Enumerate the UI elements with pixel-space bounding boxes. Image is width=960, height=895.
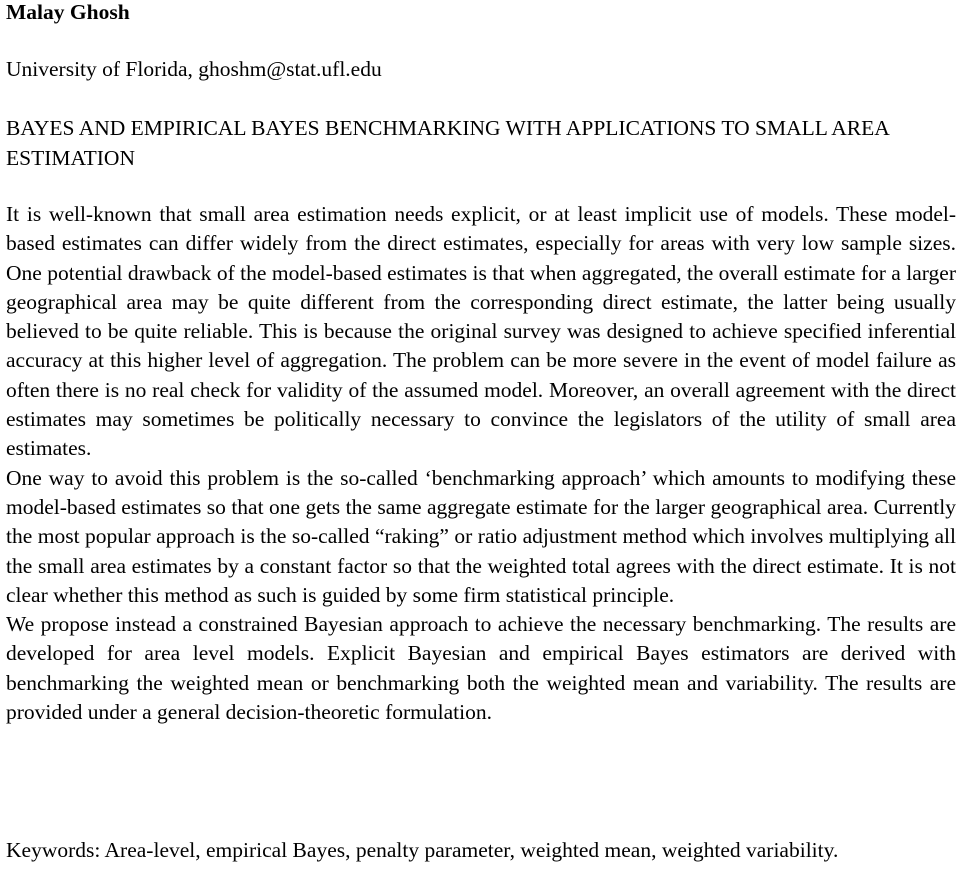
abstract xyxy=(6,200,956,727)
abstract-paragraph-1: It is well-known that small area estimation needs explicit, or at least implicit use of models. These model-based estimates can differ widely from the direct estimates, especially for areas with very low sample sizes. One potential drawback of the model-based estimates is that when aggregated, the overall estimate for a larger geographical area may be quite different from the corresponding direct estimate, the latter being usually believed to be quite reliable. This is because the original survey was designed to achieve specified inferential accuracy at this higher level of aggregation. The problem can be more severe in the event of model failure as often there is no real check for validity of the assumed model. Moreover, an overall agreement with the direct estimates may sometimes be politically necessary to convince the legislators of the utility of small area estimates. xyxy=(6,202,956,461)
author-name: Malay Ghosh xyxy=(6,0,130,24)
abstract-paragraph-3: We propose instead a constrained Bayesian approach to achieve the necessary benchmarking. The results are developed for area level models. Explicit Bayesian and empirical Bayes estimators are derived with benchmarking the weighted mean or benchmarking both the weighted mean and variability. The results are provided under a general decision-theoretic formulation. xyxy=(6,612,956,725)
abstract-paragraph-2: One way to avoid this problem is the so-called ‘benchmarking approach’ which amounts to modifying these model-based estimates so that one gets the same aggregate estimate for the larger geographical area. Currently the most popular approach is the so-called “raking” or ratio adjustment method which involves multiplying all the small area estimates by a constant factor so that the weighted total agrees with the direct estimate. It is not clear whether this method as such is guided by some firm statistical principle. xyxy=(6,465,956,607)
keywords: Keywords: Area-level, empirical Bayes, penalty parameter, weighted mean, weighted variability. xyxy=(6,838,839,862)
author-affiliation: University of Florida, ghoshm@stat.ufl.edu xyxy=(6,57,382,81)
paper-title: BAYES AND EMPIRICAL BAYES BENCHMARKING WITH APPLICATIONS TO SMALL AREA ESTIMATION xyxy=(6,116,889,170)
